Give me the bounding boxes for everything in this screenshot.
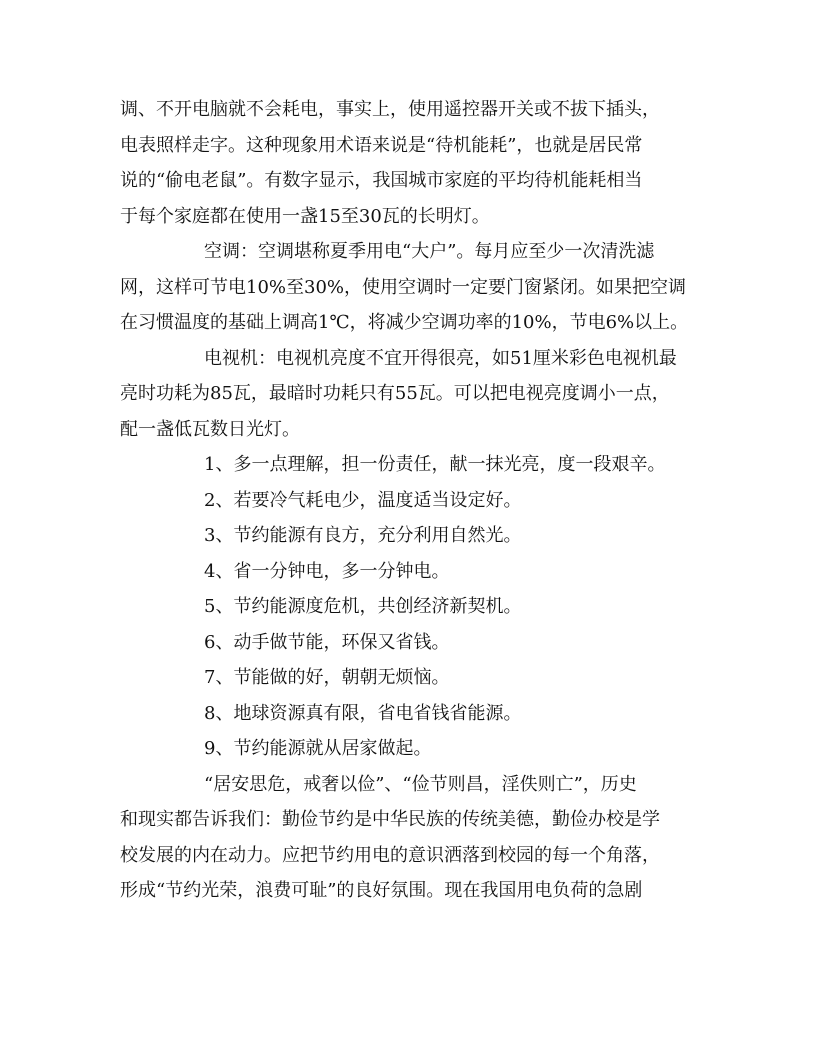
text-line: 网，这样可节电10%至30%，使用空调时一定要门窗紧闭。如果把空调 <box>120 276 687 298</box>
paragraph-start-line: 空调：空调堪称夏季用电“大户”。每月应至少一次清洗滤 <box>204 241 655 262</box>
list-item: 2、若要冷气耗电少，温度适当设定好。 <box>204 489 522 511</box>
list-item: 8、地球资源真有限，省电省钱省能源。 <box>204 702 522 724</box>
text-line: 于每个家庭都在使用一盏15至30瓦的长明灯。 <box>120 205 490 227</box>
list-item: 7、节能做的好，朝朝无烦恼。 <box>204 667 450 688</box>
paragraph-start-line: “居安思危，戒奢以俭”、“俭节则昌，淫佚则亡”，历史 <box>204 773 637 795</box>
text-line: 和现实都告诉我们：勤俭节约是中华民族的传统美德，勤俭办校是学 <box>120 809 660 830</box>
list-item: 4、省一分钟电，多一分钟电。 <box>204 560 450 582</box>
list-item: 5、节约能源度危机，共创经济新契机。 <box>204 596 522 617</box>
text-line: 配一盏低瓦数日光灯。 <box>120 418 300 440</box>
text-line: 调、不开电脑就不会耗电，事实上，使用遥控器开关或不拔下插头， <box>120 99 660 120</box>
text-line: 亮时功耗为85瓦，最暗时功耗只有55瓦。可以把电视亮度调小一点， <box>120 383 670 404</box>
text-line: 说的“偷电老鼠”。有数字显示，我国城市家庭的平均待机能耗相当 <box>120 170 643 191</box>
list-item: 6、动手做节能，环保又省钱。 <box>204 631 450 653</box>
text-line: 校发展的内在动力。应把节约用电的意识洒落到校园的每一个角落， <box>120 844 660 866</box>
list-item: 3、节约能源有良方，充分利用自然光。 <box>204 525 522 546</box>
text-line: 在习惯温度的基础上调高1℃，将减少空调功率的10%，节电6%以上。 <box>120 312 689 333</box>
paragraph-start-line: 电视机：电视机亮度不宜开得很亮，如51厘米彩色电视机最 <box>204 347 677 369</box>
list-item: 1、多一点理解，担一份责任，献一抹光亮，度一段艰辛。 <box>204 454 666 475</box>
document-body <box>120 92 700 909</box>
text-line: 电表照样走字。这种现象用术语来说是“待机能耗”，也就是居民常 <box>120 134 643 156</box>
text-line: 形成“节约光荣，浪费可耻”的良好氛围。现在我国用电负荷的急剧 <box>120 880 643 901</box>
list-item: 9、节约能源就从居家做起。 <box>204 738 432 759</box>
